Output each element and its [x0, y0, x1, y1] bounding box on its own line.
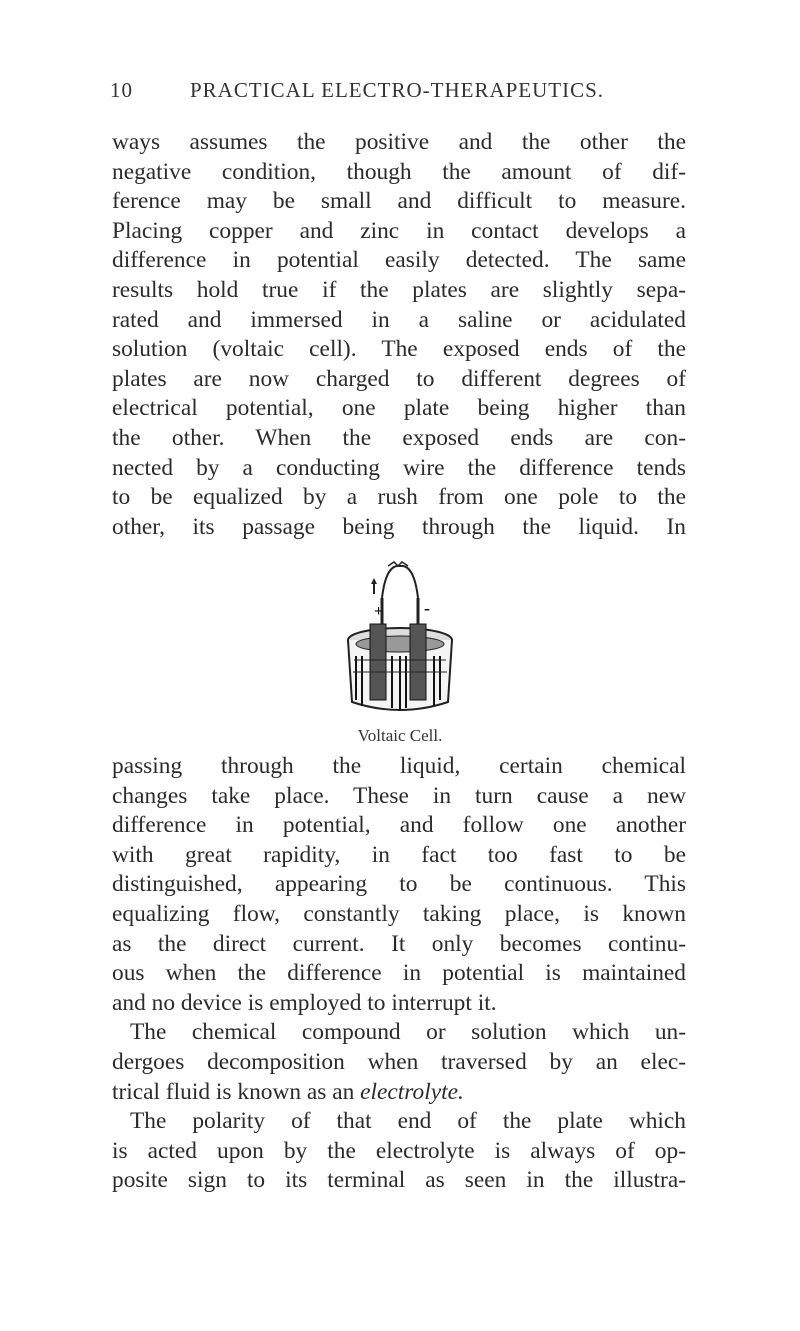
- text-line: with great rapidity, in fact too fast to be: [112, 841, 686, 868]
- text-line: other, its passage being through the liquid. In: [112, 513, 686, 540]
- text-line: passing through the liquid, certain chemical: [112, 753, 686, 779]
- text-line: posite sign to its terminal as seen in the illustra-: [112, 1167, 686, 1194]
- text-fragment: trical fluid is known as an: [112, 1078, 361, 1105]
- text-line: Placing copper and zinc in contact develops a: [112, 217, 686, 244]
- text-line: plates are now charged to different degrees of: [112, 365, 686, 392]
- text-line: results hold true if the plates are slightly sepa-: [112, 276, 686, 303]
- voltaic-cell-illustration: [330, 560, 470, 720]
- text-line: dergoes decomposition when traversed by an elec-: [112, 1048, 686, 1075]
- text-line: The polarity of that end of the plate which: [130, 1108, 686, 1135]
- text-line: ways assumes the positive and the other the: [112, 129, 686, 155]
- plus-sign: +: [374, 603, 384, 620]
- page-number: 10: [110, 78, 133, 102]
- text-line: [112, 1078, 686, 1108]
- text-line: solution (voltaic cell). The exposed ends of the: [112, 336, 686, 363]
- text-line: rated and immersed in a saline or acidulated: [112, 306, 686, 333]
- text-line: changes take place. These in turn cause a new: [112, 782, 686, 809]
- text-line: as the direct current. It only becomes continu-: [112, 930, 686, 957]
- running-header: [110, 78, 670, 103]
- text-line: The chemical compound or solution which un-: [130, 1019, 686, 1046]
- italic-term: electrolyte.: [360, 1078, 464, 1105]
- text-line: the other. When the exposed ends are con-: [112, 424, 686, 451]
- figure-caption: Voltaic Cell.: [357, 726, 443, 745]
- running-title: PRACTICAL ELECTRO-THERAPEUTICS.: [190, 78, 605, 102]
- text-line: and no device is employed to interrupt it.: [112, 989, 497, 1016]
- text-line: ous when the difference in potential is maintained: [112, 960, 686, 987]
- voltaic-cell-icon: [330, 560, 470, 720]
- text-line: negative condition, though the amount of dif-: [112, 158, 686, 185]
- text-line: nected by a conducting wire the difference tends: [112, 454, 686, 481]
- paragraph-2: [112, 752, 686, 1196]
- text-line: electrical potential, one plate being higher than: [112, 395, 686, 422]
- text-line: to be equalized by a rush from one pole to the: [112, 484, 686, 511]
- text-line: difference in potential easily detected. The same: [112, 247, 686, 274]
- text-line: is acted upon by the electrolyte is always of op-: [112, 1137, 686, 1164]
- text-line: distinguished, appearing to be continuous. This: [112, 871, 686, 898]
- text-line: difference in potential, and follow one another: [112, 812, 686, 839]
- paragraph-1: [112, 128, 686, 542]
- text-line: ference may be small and difficult to measure.: [112, 188, 686, 215]
- minus-sign: -: [424, 598, 430, 618]
- text-line: equalizing flow, constantly taking place, is known: [112, 900, 686, 927]
